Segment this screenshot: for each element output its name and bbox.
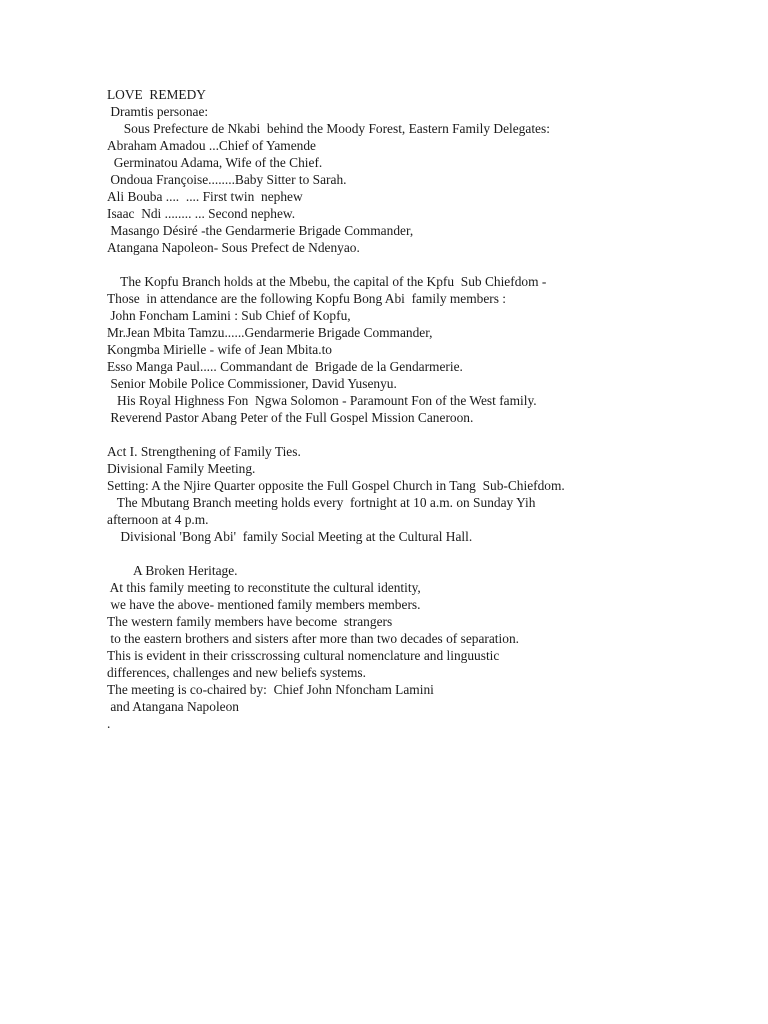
text-line: The Mbutang Branch meeting holds every fortnight at 10 a.m. on Sunday Yih: [107, 495, 536, 510]
act-section: [107, 443, 727, 545]
heritage-section: [107, 562, 727, 732]
text-line: Ondoua Françoise........Baby Sitter to Sarah.: [107, 172, 347, 187]
text-line: Mr.Jean Mbita Tamzu......Gendarmerie Brigade Commander,: [107, 325, 433, 340]
cast-section: [107, 103, 727, 256]
text-line: Abraham Amadou ...Chief of Yamende: [107, 138, 317, 153]
text-line: Divisional 'Bong Abi' family Social Meeting at the Cultural Hall.: [107, 529, 473, 544]
text-line: and Atangana Napoleon: [107, 699, 240, 714]
text-line: Esso Manga Paul..... Commandant de Brigade de la Gendarmerie.: [107, 359, 463, 374]
paragraph-gap: [107, 545, 727, 562]
text-line: This is evident in their crisscrossing cultural nomenclature and linguustic: [107, 648, 500, 663]
text-line: Kongmba Mirielle - wife of Jean Mbita.to: [107, 342, 332, 357]
text-line: Sous Prefecture de Nkabi behind the Moody Forest, Eastern Family Delegates:: [107, 121, 550, 136]
text-line: we have the above- mentioned family members members.: [107, 597, 421, 612]
section-heading: A Broken Heritage.: [107, 563, 238, 578]
text-line: to the eastern brothers and sisters after more than two decades of separation.: [107, 631, 519, 646]
text-line: Dramtis personae:: [107, 104, 209, 119]
text-line: Germinatou Adama, Wife of the Chief.: [107, 155, 323, 170]
document-body: [107, 86, 727, 732]
text-line: Senior Mobile Police Commissioner, David Yusenyu.: [107, 376, 397, 391]
text-line: Reverend Pastor Abang Peter of the Full Gospel Mission Caneroon.: [107, 410, 474, 425]
text-line: John Foncham Lamini : Sub Chief of Kopfu,: [107, 308, 351, 323]
text-line: The western family members have become strangers: [107, 614, 393, 629]
text-line: differences, challenges and new beliefs systems.: [107, 665, 366, 680]
paragraph-gap: [107, 426, 727, 443]
paragraph-gap: [107, 256, 727, 273]
document-title: LOVE REMEDY: [107, 87, 206, 102]
text-line: Those in attendance are the following Kopfu Bong Abi family members :: [107, 291, 507, 306]
text-line: afternoon at 4 p.m.: [107, 512, 209, 527]
text-line: Isaac Ndi ........ ... Second nephew.: [107, 206, 296, 221]
text-line: The Kopfu Branch holds at the Mbebu, the capital of the Kpfu Sub Chiefdom -: [107, 274, 547, 289]
text-line: At this family meeting to reconstitute the cultural identity,: [107, 580, 421, 595]
text-line: Ali Bouba .... .... First twin nephew: [107, 189, 303, 204]
text-line: His Royal Highness Fon Ngwa Solomon - Paramount Fon of the West family.: [107, 393, 537, 408]
text-line: Masango Désiré -the Gendarmerie Brigade Commander,: [107, 223, 414, 238]
text-line: Atangana Napoleon- Sous Prefect de Ndenyao.: [107, 240, 360, 255]
text-line: .: [107, 716, 111, 731]
kopfu-section: [107, 273, 727, 426]
text-line: The meeting is co-chaired by: Chief John Nfoncham Lamini: [107, 682, 434, 697]
text-line: Setting: A the Njire Quarter opposite the Full Gospel Church in Tang Sub-Chiefdom.: [107, 478, 565, 493]
text-line: Act I. Strengthening of Family Ties.: [107, 444, 301, 459]
text-line: Divisional Family Meeting.: [107, 461, 256, 476]
